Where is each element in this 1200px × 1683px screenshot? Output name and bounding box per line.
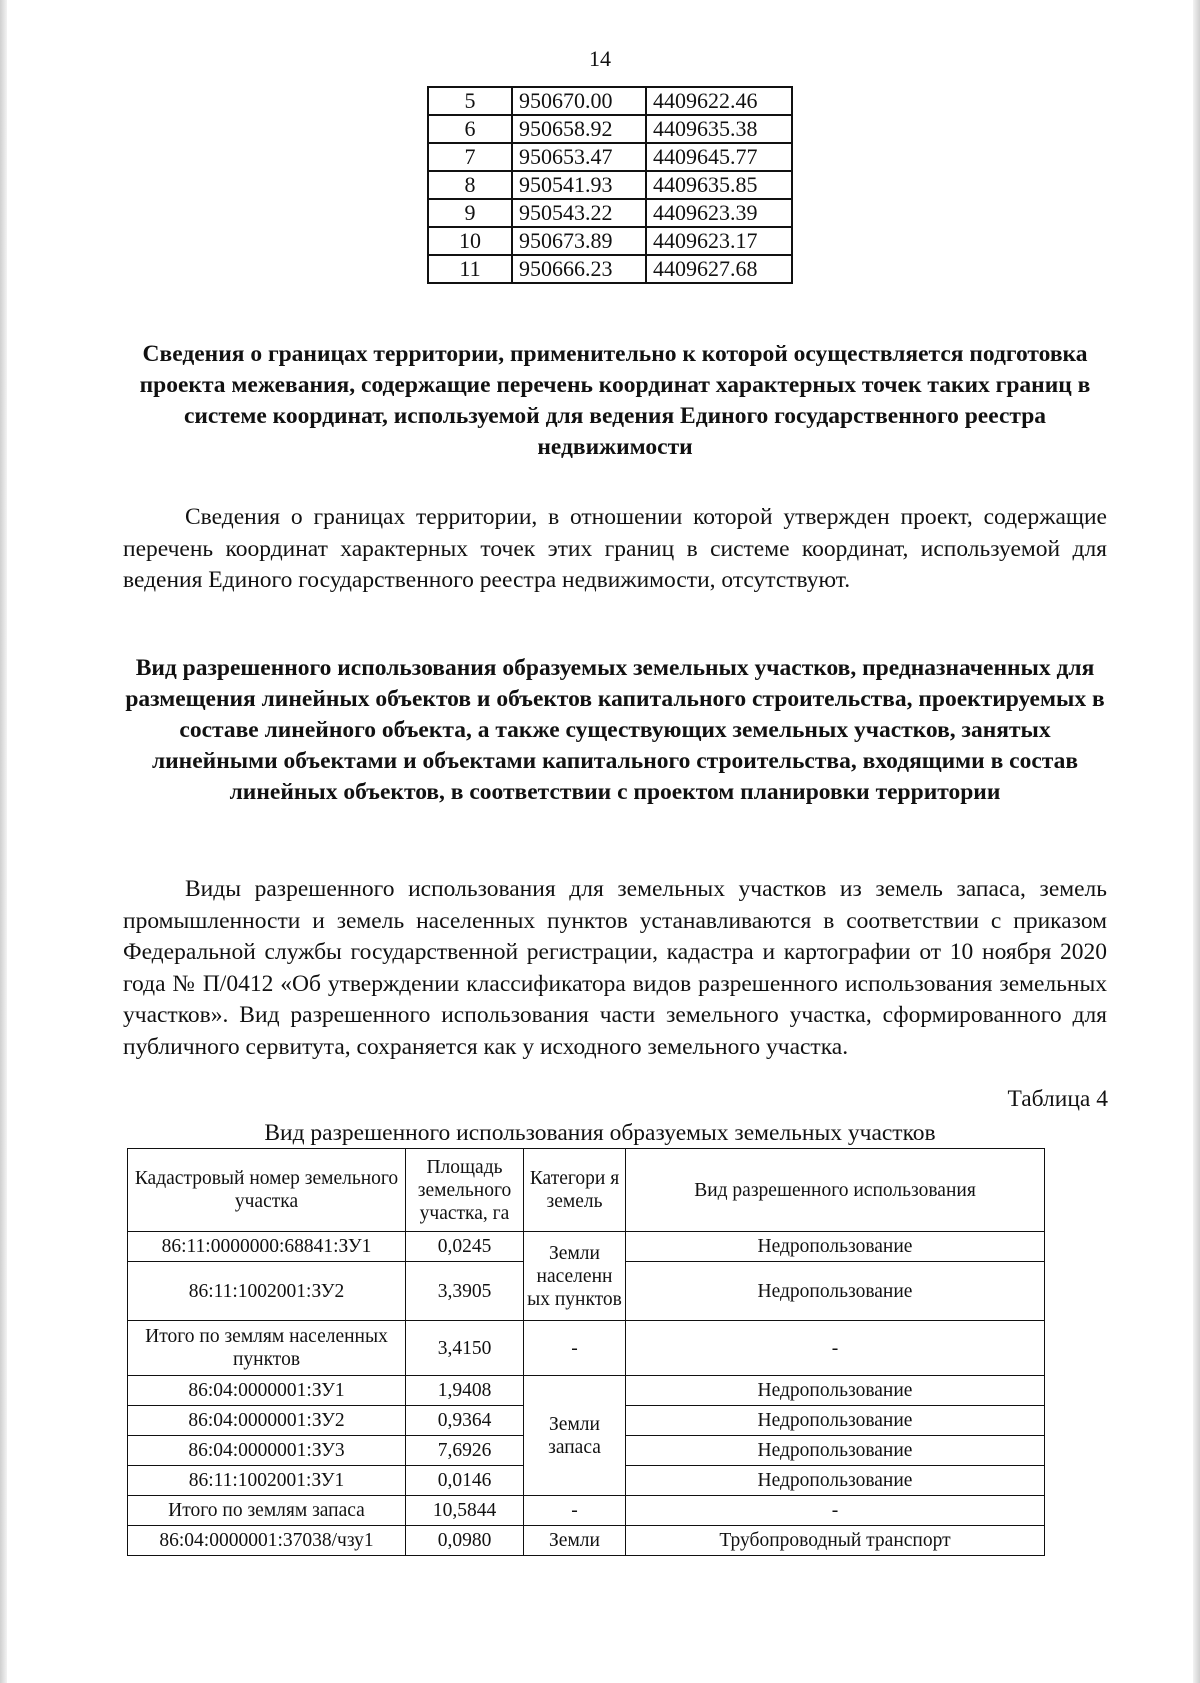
y-coordinate: 4409623.39 [646,199,792,227]
table-row [128,1376,1045,1406]
point-number: 5 [428,87,512,115]
table-row [428,255,792,283]
section-heading-boundaries: Сведения о границах территории, применительно к которой осуществляется подготовка проекта межевания, содержащие перечень координат характерных точек таких границ в системе координат, используемой для ведения Единого государственного реестра недвижимости [139,341,1091,460]
table-row [428,115,792,143]
area-value: 3,3905 [406,1262,524,1321]
y-coordinate: 4409627.68 [646,255,792,283]
category-value: - [524,1496,626,1526]
area-value: 10,5844 [406,1496,524,1526]
coordinates-table [427,86,793,284]
use-value: Недропользование [626,1232,1045,1262]
table-row [128,1232,1045,1262]
use-value: Недропользование [626,1466,1045,1496]
cadastral-number: 86:11:1002001:ЗУ1 [128,1466,406,1496]
land-plots-table [127,1148,1045,1556]
use-value: - [626,1321,1045,1376]
area-value: 0,0980 [406,1526,524,1556]
header-category: Категори я земель [524,1149,626,1232]
table-row [428,227,792,255]
point-number: 11 [428,255,512,283]
header-area: Площадь земельного участка, га [406,1149,524,1232]
table-row [428,87,792,115]
x-coordinate: 950658.92 [512,115,646,143]
area-value: 7,6926 [406,1436,524,1466]
point-number: 7 [428,143,512,171]
table-row [428,143,792,171]
cadastral-number: 86:04:0000001:ЗУ2 [128,1406,406,1436]
cadastral-number: 86:04:0000001:37038/чзу1 [128,1526,406,1556]
category-value: - [524,1321,626,1376]
y-coordinate: 4409622.46 [646,87,792,115]
y-coordinate: 4409635.38 [646,115,792,143]
page-number: 14 [589,46,611,71]
paragraph-permitted-use: Виды разрешенного использования для земельных участков из земель запаса, земель промышленности и земель населенных пунктов устанавливаются в соответствии с приказом Федеральной службы государственной регистрации, кадастра и картографии от 10 ноября 2020 года № П/0412 «Об утверждении классификатора видов разрешенного использования земельных участков». Вид разрешенного использования части земельного участка, сформированного для публичного сервитута, сохраняется как у исходного земельного участка. [123,876,1107,1060]
table-row [128,1526,1045,1556]
point-number: 8 [428,171,512,199]
scan-edge-left [0,0,7,1683]
y-coordinate: 4409645.77 [646,143,792,171]
point-number: 9 [428,199,512,227]
category-value: Земли [524,1526,626,1556]
section-heading-permitted-use: Вид разрешенного использования образуемых земельных участков, предназначенных для размещения линейных объектов и объектов капитального строительства, проектируемых в составе линейного объекта, а также существующих земельных участков, занятых линейными объектами и объектами капитального строительства, входящими в состав линейных объектов, в соответствии с проектом планировки территории [125,655,1105,805]
table-row [428,171,792,199]
use-value: Трубопроводный транспорт [626,1526,1045,1556]
subtotal-row [128,1496,1045,1526]
area-value: 0,9364 [406,1406,524,1436]
point-number: 6 [428,115,512,143]
header-use: Вид разрешенного использования [626,1149,1045,1232]
cadastral-number: 86:11:1002001:ЗУ2 [128,1262,406,1321]
category-settlements: Земли населенн ых пунктов [524,1232,626,1321]
subtotal-label: Итого по землям населенных пунктов [128,1321,406,1376]
category-reserve: Земли запаса [524,1376,626,1496]
y-coordinate: 4409623.17 [646,227,792,255]
use-value: Недропользование [626,1262,1045,1321]
table-row [428,199,792,227]
header-cadastral: Кадастровый номер земельного участка [128,1149,406,1232]
scan-edge-right [1193,0,1200,1683]
table-label: Таблица 4 [1007,1086,1108,1112]
cadastral-number: 86:04:0000001:ЗУ1 [128,1376,406,1406]
use-value: Недропользование [626,1436,1045,1466]
x-coordinate: 950653.47 [512,143,646,171]
cadastral-number: 86:04:0000001:ЗУ3 [128,1436,406,1466]
paragraph-boundaries: Сведения о границах территории, в отношении которой утвержден проект, содержащие перечень координат характерных точек этих границ в системе координат, используемой для ведения Единого государственного реестра недвижимости, отсутствуют. [123,504,1107,593]
y-coordinate: 4409635.85 [646,171,792,199]
x-coordinate: 950541.93 [512,171,646,199]
use-value: Недропользование [626,1376,1045,1406]
x-coordinate: 950670.00 [512,87,646,115]
point-number: 10 [428,227,512,255]
cadastral-number: 86:11:0000000:68841:ЗУ1 [128,1232,406,1262]
area-value: 0,0146 [406,1466,524,1496]
use-value: Недропользование [626,1406,1045,1436]
x-coordinate: 950543.22 [512,199,646,227]
subtotal-row [128,1321,1045,1376]
x-coordinate: 950673.89 [512,227,646,255]
subtotal-label: Итого по землям запаса [128,1496,406,1526]
area-value: 3,4150 [406,1321,524,1376]
table-caption: Вид разрешенного использования образуемых земельных участков [264,1120,936,1146]
x-coordinate: 950666.23 [512,255,646,283]
table-header-row [128,1149,1045,1232]
use-value: - [626,1496,1045,1526]
area-value: 0,0245 [406,1232,524,1262]
area-value: 1,9408 [406,1376,524,1406]
